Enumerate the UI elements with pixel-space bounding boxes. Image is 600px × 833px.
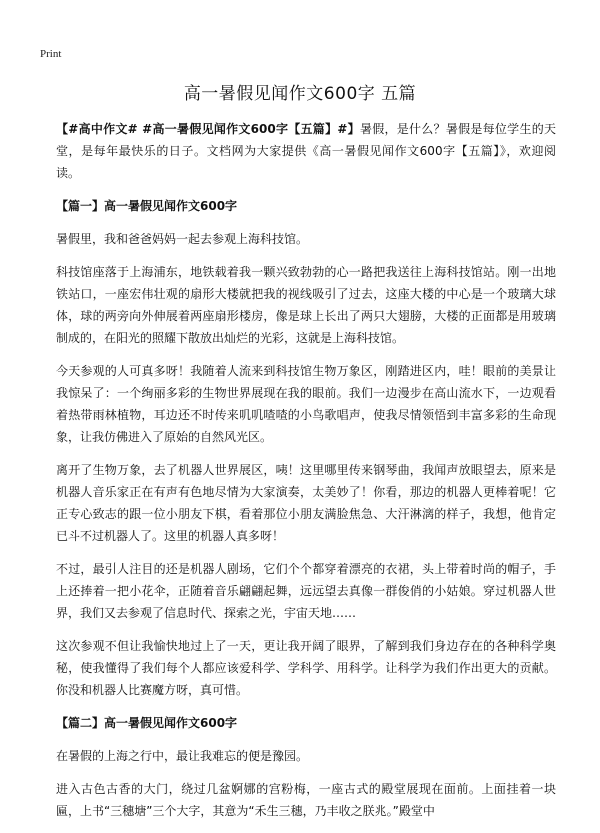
paragraph: 在暑假的上海之行中，最让我难忘的便是豫园。 (56, 749, 309, 763)
section-heading-2: 【篇二】高一暑假见闻作文600字 (56, 716, 238, 730)
page-title: 高一暑假见闻作文600字 五篇 (183, 84, 417, 104)
paragraph: 今天参观的人可真多呀！我随着人流来到科技馆生物万象区，刚踏进区内，哇！眼前的美景让我惊呆了：一个绚丽多彩的生物世界展现在我的眼前。我们一边漫步在高山流水下，一边观看着热带雨林植物，耳边还不时传来叽叽喳喳的小鸟歌唱声，使我尽情领悟到丰富多彩的生命现象，让我仿佛进入了原始的自然风光区。 (56, 364, 556, 444)
paragraph: 科技馆座落于上海浦东，地铁载着我一颗兴致勃勃的心一路把我送往上海科技馆站。刚一出地铁站口，一座宏伟壮观的扇形大楼就把我的视线吸引了过去，这座大楼的中心是一个玻璃大球体，球的两旁向外伸展着两座扇形楼房，像是球上长出了两只大翅膀，大楼的正面都是用玻璃制成的，在阳光的照耀下散放出灿烂的光彩，这就是上海科技馆。 (56, 265, 556, 345)
paragraph: 这次参观不但让我愉快地过上了一天，更让我开阔了眼界，了解到我们身边存在的各种科学奥秘，使我懂得了我们每个人都应该爱科学、学科学、用科学。让科学为我们作出更大的贡献。你没和机器人比赛魔方呀，真可惜。 (56, 639, 556, 697)
paragraph: 离开了生物万象，去了机器人世界展区，咦！这里哪里传来钢琴曲，我闻声放眼望去，原来是机器人音乐家正在有声有色地尽情为大家演奏，太美妙了！你看，那边的机器人更棒着呢！它正专心致志的跟一位小朋友下棋，看着那位小朋友满脸焦急、大汗淋漓的样子，我想，他肯定已斗不过机器人了。这里的机器人真多呀！ (56, 463, 556, 543)
paragraph: 暑假里，我和爸爸妈妈一起去参观上海科技馆。 (56, 232, 309, 246)
intro-tag: 【#高中作文# #高一暑假见闻作文600字【五篇】#】 (56, 122, 360, 136)
article-body (56, 118, 556, 833)
paragraph: 进入古色古香的大门，绕过几盆婀娜的宫粉梅，一座古式的殿堂展现在面前。上面挂着一块匾，上书“三穗塘”三个大字，其意为“禾生三穗，乃丰收之朕兆。”殿堂中 (56, 782, 556, 818)
print-link[interactable]: Print (40, 48, 62, 60)
intro-paragraph (56, 118, 556, 184)
intro-text: 暑假，是什么？暑假是每位学生的天堂，是每年最快乐的日子。文档网为大家提供《高一暑假见闻作文600字【五篇】》，欢迎阅读。 (56, 122, 556, 180)
section-heading-1: 【篇一】高一暑假见闻作文600字 (56, 199, 238, 213)
paragraph: 不过，最引人注目的还是机器人剧场，它们个个都穿着漂亮的衣裙，头上带着时尚的帽子，手上还捧着一把小花伞，正随着音乐翩翩起舞，远远望去真像一群俊俏的小姑娘。穿过机器人世界，我们又去参观了信息时代、探索之光，宇宙天地…… (56, 562, 556, 620)
